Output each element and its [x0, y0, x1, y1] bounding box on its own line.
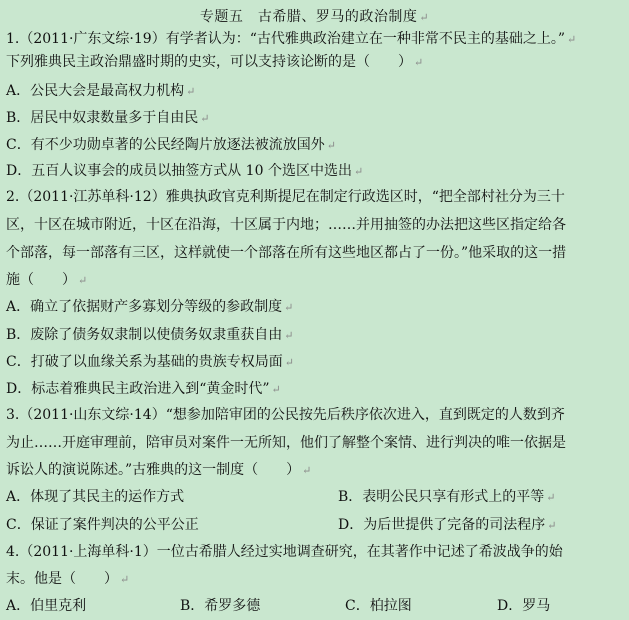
q2-stem-line-1: 2.（2011·江苏单科·12）雅典执政官克利斯提尼在制定行政选区时，“把全部村社分为三十: [6, 189, 565, 205]
paragraph-mark: ↵: [284, 301, 294, 314]
q1-option-d: D．五百人议事会的成员以抽签方式从 10 个选区中选出 ↵: [6, 163, 364, 179]
q1-option-c: C．有不少功勋卓著的公民经陶片放逐法被流放国外 ↵: [6, 137, 336, 153]
paragraph-mark: ↵: [302, 464, 312, 477]
q3-option-a: A．体现了其民主的运作方式: [6, 489, 185, 505]
paragraph-mark: ↵: [546, 491, 556, 504]
q3-stem-line-2: 为止……开庭审理前，陪审员对案件一无所知，他们了解整个案情、进行判决的唯一依据是: [6, 435, 566, 451]
q2-stem-line-3: 个部落，每一部落有三区，这样就使一个部落在所有这些地区都占了一份。”他采取的这一措: [6, 245, 567, 261]
paragraph-mark: ↵: [567, 33, 577, 46]
q4-option-b: B．希罗多德: [180, 598, 261, 614]
q2-option-c: C．打破了以血缘关系为基础的贵族专权局面 ↵: [6, 354, 294, 370]
paragraph-mark: ↵: [284, 356, 294, 369]
q4-option-c: C．柏拉图: [345, 598, 412, 614]
q3-option-c: C．保证了案件判决的公平公正: [6, 517, 199, 533]
paragraph-mark: ↵: [186, 85, 196, 98]
q4-option-d: D．罗马: [497, 598, 551, 614]
q3-option-d: D．为后世提供了完备的司法程序 ↵: [338, 517, 557, 533]
q2-stem-line-4: 施（ ） ↵: [6, 272, 88, 288]
q2-option-d: D．标志着雅典民主政治进入到“黄金时代” ↵: [6, 381, 281, 397]
paragraph-mark: ↵: [200, 112, 210, 125]
paragraph-mark: ↵: [419, 11, 430, 24]
paragraph-mark: ↵: [120, 573, 130, 586]
paragraph-mark: ↵: [271, 383, 281, 396]
q2-option-b: B．废除了债务奴隶制以使债务奴隶重获自由 ↵: [6, 327, 294, 343]
q3-stem-line-3: 诉讼人的演说陈述。”古雅典的这一制度（ ） ↵: [6, 462, 312, 478]
q1-option-b: B．居民中奴隶数量多于自由民 ↵: [6, 110, 210, 126]
q1-stem-line-2: 下列雅典民主政治鼎盛时期的史实，可以支持该论断的是（ ） ↵: [6, 54, 424, 70]
q4-stem-line-1: 4.（2011·上海单科·1）一位古希腊人经过实地调查研究，在其著作中记述了希波战争的始: [6, 544, 563, 560]
paragraph-mark: ↵: [78, 274, 88, 287]
q3-option-b: B．表明公民只享有形式上的平等 ↵: [338, 489, 556, 505]
paragraph-mark: ↵: [353, 165, 364, 178]
document-title: [0, 6, 629, 26]
q1-option-a: A．公民大会是最高权力机构 ↵: [6, 83, 196, 99]
paragraph-mark: ↵: [326, 139, 336, 152]
q4-option-a: A．伯里克利: [6, 598, 87, 614]
paragraph-mark: ↵: [284, 329, 294, 342]
title-text: 专题五 古希腊、罗马的政治制度: [199, 9, 418, 25]
q2-option-a: A．确立了依据财产多寡划分等级的参政制度 ↵: [6, 299, 294, 315]
q4-stem-line-2: 末。他是（ ） ↵: [6, 571, 130, 587]
q3-stem-line-1: 3.（2011·山东文综·14）“想参加陪审团的公民按先后秩序依次进入，直到既定的人数到齐: [6, 407, 565, 423]
paragraph-mark: ↵: [547, 519, 557, 532]
q2-stem-line-2: 区，十区在城市附近，十区在沿海，十区属于内地；……并用抽签的办法把这些区指定给各: [6, 217, 566, 233]
q1-stem-line-1: 1.（2011·广东文综·19）有学者认为：“古代雅典政治建立在一种非常不民主的基础之上。” ↵: [6, 31, 577, 47]
paragraph-mark: ↵: [414, 56, 424, 69]
